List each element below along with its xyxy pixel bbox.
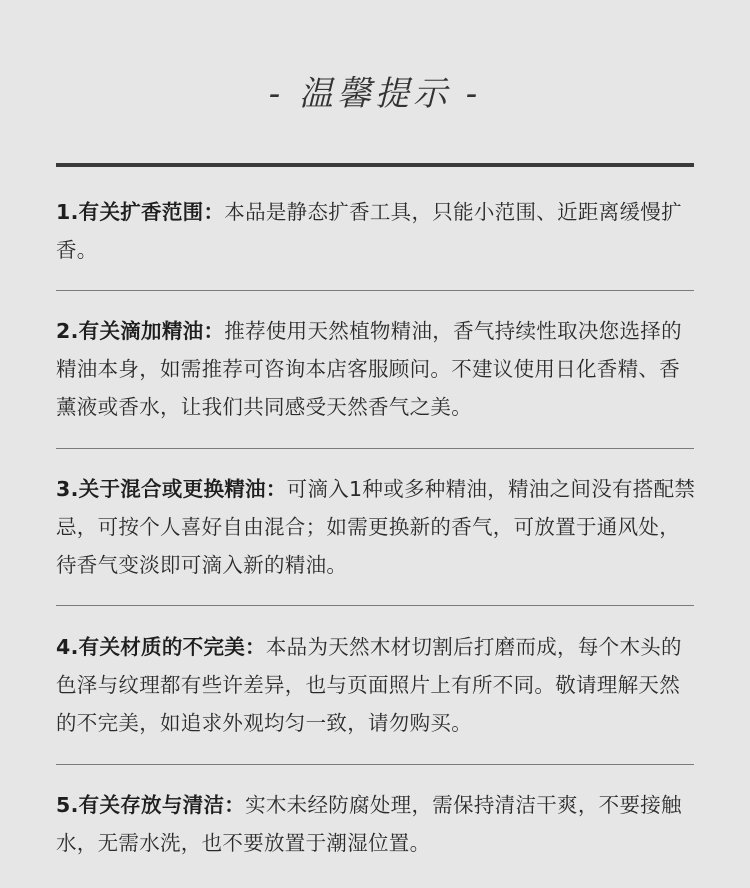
tip-item-1	[56, 193, 696, 269]
tip-heading: 2.有关滴加精油：	[56, 319, 225, 343]
tip-item-2	[56, 312, 696, 426]
tip-heading: 3.关于混合或更换精油：	[56, 477, 287, 501]
tip-text: 本品是静态扩香工具，只能小范围、近距离缓慢扩香。	[56, 200, 682, 262]
tip-item-5	[56, 786, 696, 862]
tip-heading: 1.有关扩香范围：	[56, 200, 225, 224]
tip-text: 可滴入1种或多种精油，精油之间没有搭配禁忌，可按个人喜好自由混合；如需更换新的香气，可放置于通风处，待香气变淡即可滴入新的精油。	[56, 477, 696, 577]
page-title: - 温馨提示 -	[268, 74, 482, 114]
tip-item-4	[56, 628, 696, 742]
tip-text: 推荐使用天然植物精油，香气持续性取决您选择的精油本身，如需推荐可咨询本店客服顾问。不建议使用日化香精、香薰液或香水，让我们共同感受天然香气之美。	[56, 319, 682, 419]
divider	[56, 764, 694, 765]
tip-heading: 4.有关材质的不完美：	[56, 635, 266, 659]
tip-text: 实木未经防腐处理，需保持清洁干爽，不要接触水，无需水洗，也不要放置于潮湿位置。	[56, 793, 682, 855]
title-divider	[56, 163, 694, 167]
tip-item-3	[56, 470, 696, 584]
divider	[56, 605, 694, 606]
tip-text: 本品为天然木材切割后打磨而成，每个木头的色泽与纹理都有些许差异，也与页面照片上有所不同。敬请理解天然的不完美，如追求外观均匀一致，请勿购买。	[56, 635, 682, 735]
divider	[56, 448, 694, 449]
tip-heading: 5.有关存放与清洁：	[56, 793, 246, 817]
divider	[56, 290, 694, 291]
